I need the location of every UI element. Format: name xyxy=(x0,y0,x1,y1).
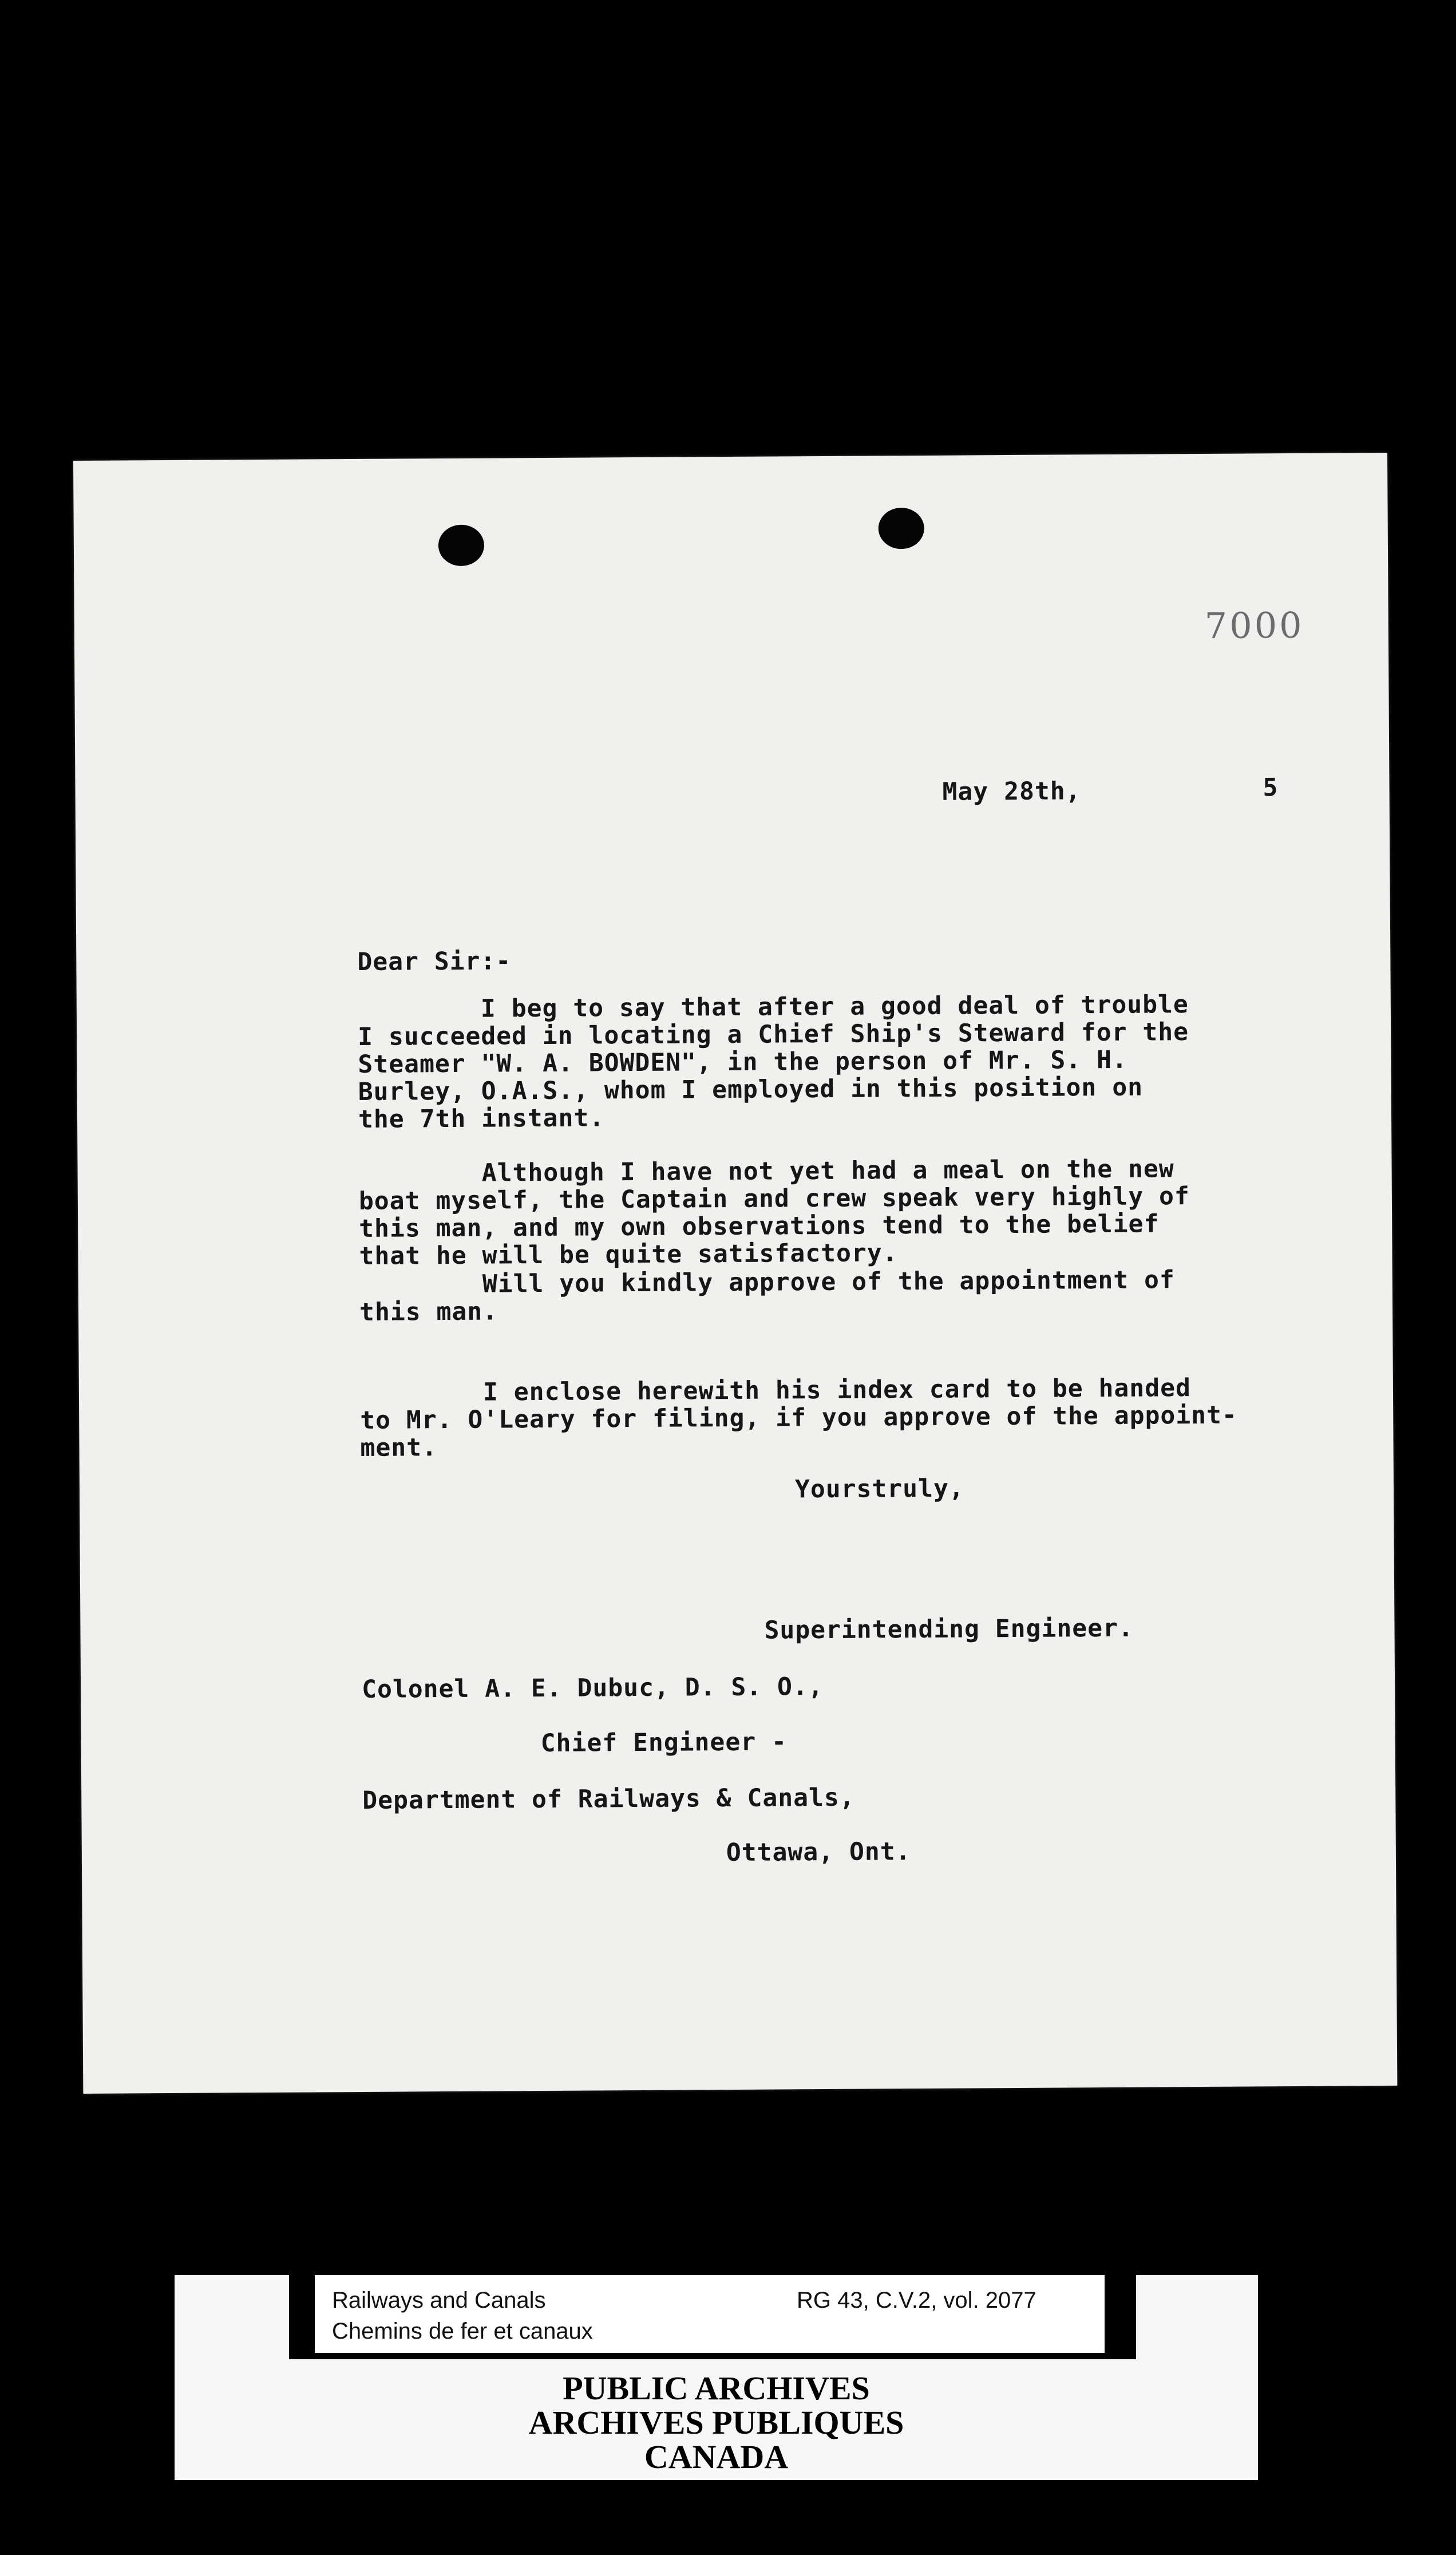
archive-footer xyxy=(175,2275,1258,2480)
archives-banner-line-3: CANADA xyxy=(644,2438,789,2475)
address-line-3: Department of Railways & Canals, xyxy=(362,1783,855,1815)
archives-banner xyxy=(175,2371,1258,2474)
body-paragraph-1: I beg to say that after a good deal of trouble I succeeded in locating a Chief Ship's Steward for the Steamer "W. A. BOWDEN", in the person of Mr. S. H. Burley, O.A.S., whom I employed in this position on the 7th instant. xyxy=(357,990,1189,1134)
archives-banner-line-1: PUBLIC ARCHIVES xyxy=(563,2370,870,2407)
file-number-stamp: 7000 xyxy=(1204,604,1304,647)
archive-label xyxy=(315,2275,1105,2353)
punch-hole-right xyxy=(879,508,924,549)
punch-hole-left xyxy=(438,525,484,566)
fonds-name-en: Railways and Canals xyxy=(332,2288,546,2313)
address-line-2: Chief Engineer - xyxy=(540,1727,788,1758)
address-line-1: Colonel A. E. Dubuc, D. S. O., xyxy=(361,1672,824,1704)
letter-page xyxy=(73,453,1397,2094)
archives-banner-line-2: ARCHIVES PUBLIQUES xyxy=(528,2404,904,2441)
body-paragraph-3: Will you kindly approve of the appointment of this man. xyxy=(359,1265,1176,1327)
signature-title: Superintending Engineer. xyxy=(764,1613,1134,1645)
page-number: 5 xyxy=(1263,773,1279,802)
fonds-name-fr: Chemins de fer et canaux xyxy=(332,2319,593,2344)
letter-date: May 28th, xyxy=(942,777,1081,806)
salutation: Dear Sir:- xyxy=(357,947,512,976)
body-paragraph-4: I enclose herewith his index card to be handed to Mr. O'Leary for filing, if you approve of the appoint- ment. xyxy=(359,1374,1238,1462)
closing: Yourstruly, xyxy=(794,1474,964,1504)
address-line-4: Ottawa, Ont. xyxy=(726,1837,911,1868)
body-paragraph-2: Although I have not yet had a meal on the new boat myself, the Captain and crew speak very highly of this man, and my own observations tend to the belief that he will be quite satisfactory. xyxy=(358,1154,1190,1271)
archive-reference: RG 43, C.V.2, vol. 2077 xyxy=(797,2288,1036,2313)
